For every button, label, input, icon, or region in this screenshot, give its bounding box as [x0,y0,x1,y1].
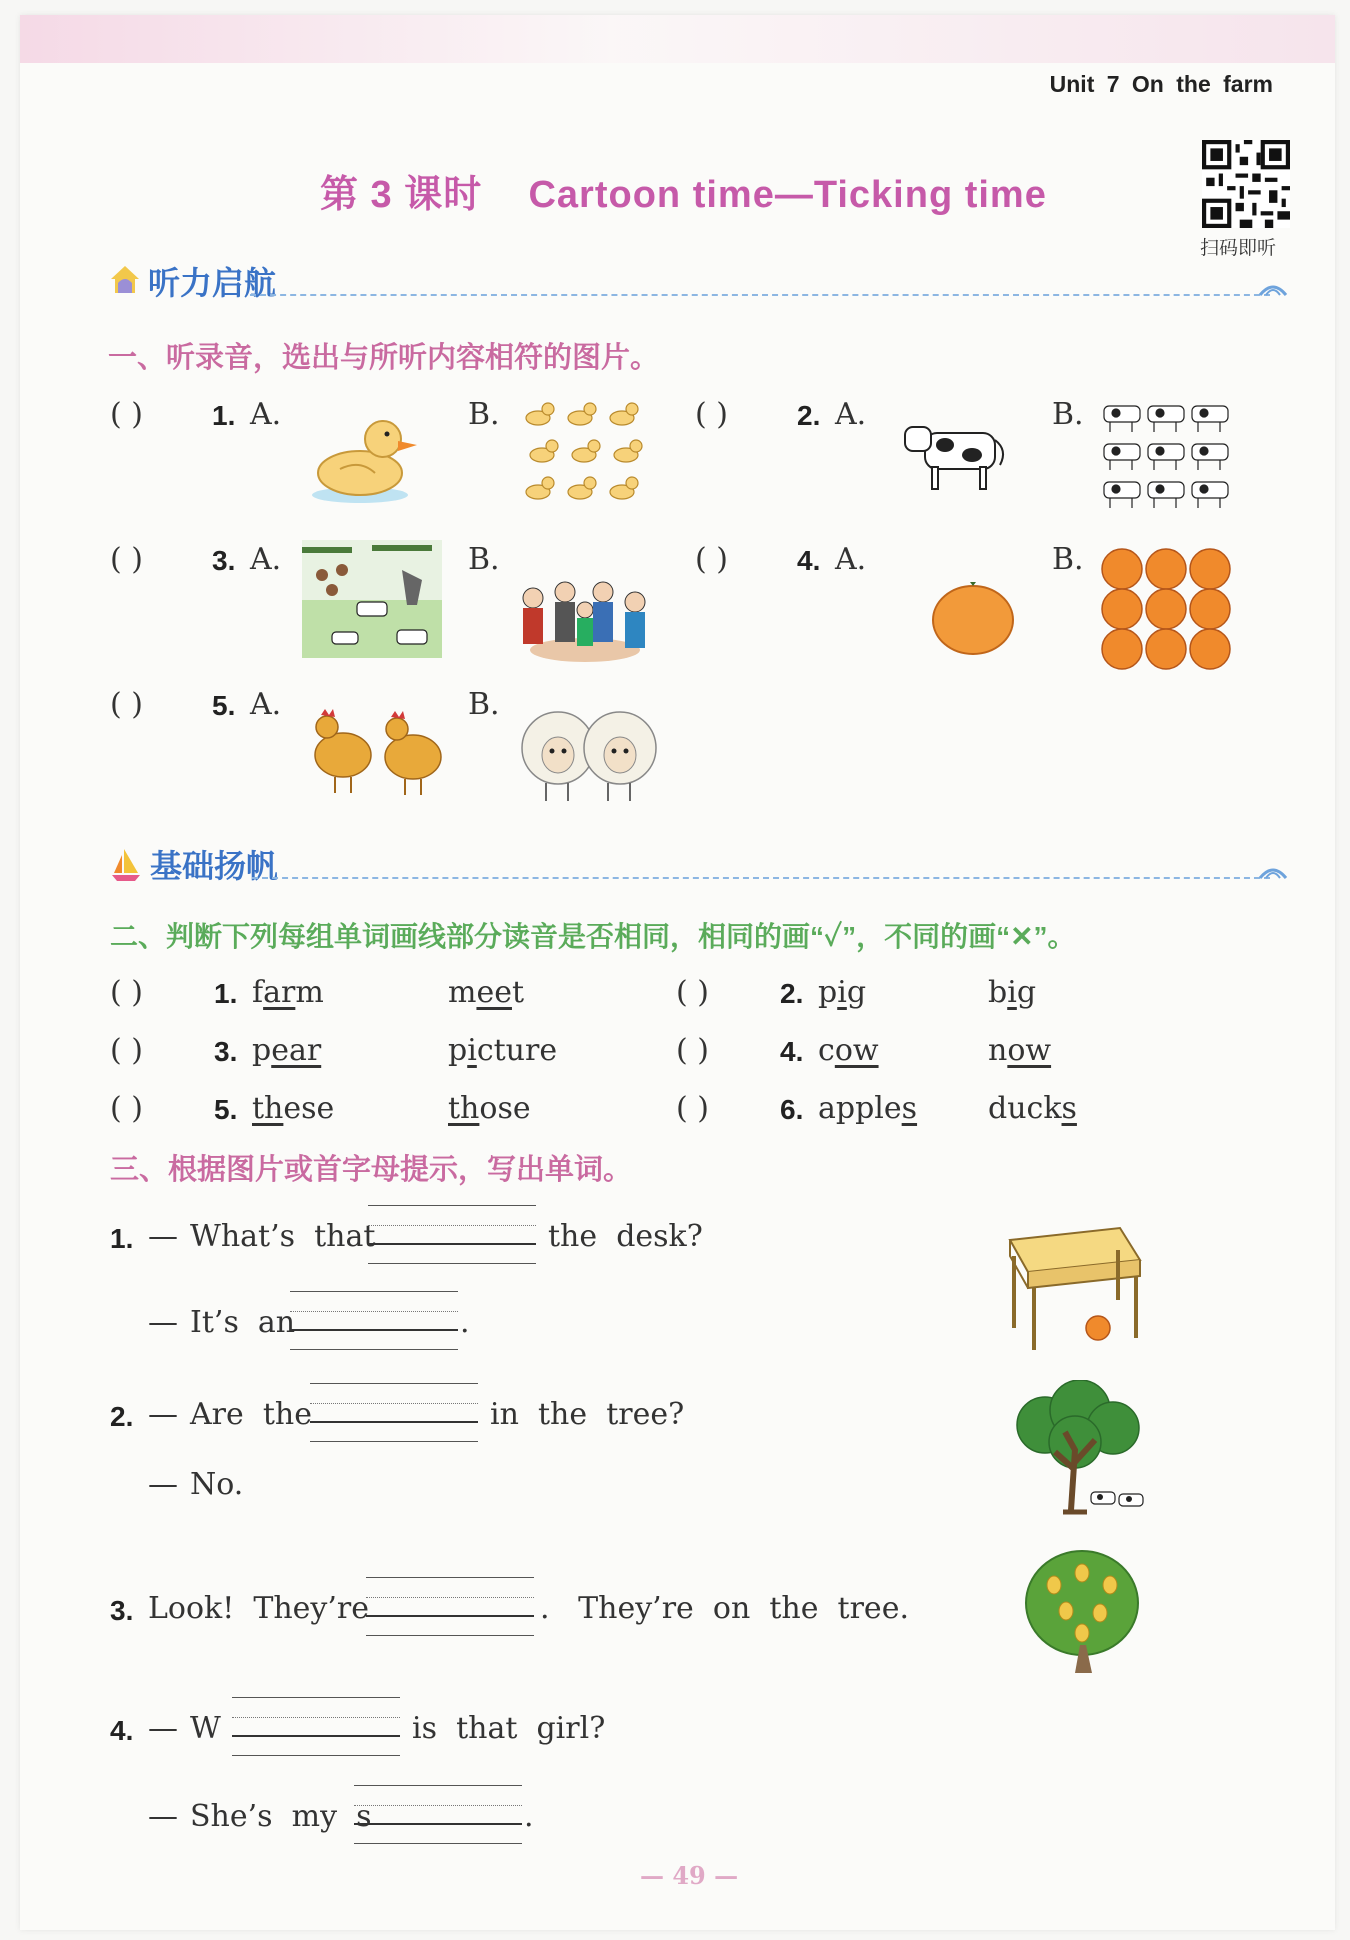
item-number: 4. [797,545,821,576]
family-image [515,580,655,670]
ducks-image [520,400,660,515]
answer-bracket[interactable]: ( ) [110,1033,143,1068]
option-a-label: A. [250,687,282,722]
worksheet-page [20,15,1335,1930]
word-1: farm [252,975,324,1010]
dialogue-dash: — [148,1467,178,1502]
answer-text: No. [190,1467,244,1502]
item-number: 4. [780,1036,804,1067]
option-a-label: A. [835,542,867,577]
option-b-label: B. [1052,397,1084,432]
section-divider [252,877,1270,879]
word-1: these [252,1091,335,1126]
question-text: W [190,1711,221,1746]
item-number: 1. [214,978,238,1009]
answer-bracket[interactable]: ( ) [676,1091,709,1126]
unit-title: On the farm [1131,71,1273,97]
word-2: picture [448,1033,558,1068]
item-number: 5. [212,690,236,721]
wave-icon [1258,277,1288,299]
farm-scene-image [302,540,442,658]
unit-label [1050,71,1273,98]
option-b-label: B. [468,397,500,432]
item-number: 1. [110,1223,134,1254]
part1-instruction: 一、听录音，选出与所听内容相符的图片。 [108,342,660,374]
question-text: Look! They’re [148,1591,370,1626]
option-a-label: A. [835,397,867,432]
answer-bracket[interactable]: ( ) [110,687,143,722]
item-number: 3. [212,545,236,576]
answer-blank[interactable] [354,1785,522,1843]
answer-blank[interactable] [290,1291,458,1349]
answer-blank[interactable] [366,1577,534,1635]
answer-blank[interactable] [368,1205,536,1263]
dialogue-dash: — [148,1219,178,1254]
word-2: those [448,1091,531,1126]
desk-with-orange-image [1000,1210,1150,1355]
answer-text: It’s an [190,1305,296,1340]
option-a-label: A. [250,397,282,432]
word-2: ducks [988,1091,1077,1126]
word-1: cow [818,1033,879,1068]
option-b-label: B. [468,542,500,577]
word-1: pig [818,975,867,1010]
word-2: big [988,975,1037,1010]
answer-text: . [460,1305,470,1340]
question-text: the desk? [548,1219,703,1254]
answer-blank[interactable] [310,1383,478,1441]
option-a-label: A. [250,542,282,577]
section-divider [250,294,1270,296]
option-b-label: B. [468,687,500,722]
dialogue-dash: — [148,1799,178,1834]
answer-bracket[interactable]: ( ) [695,397,728,432]
answer-blank[interactable] [232,1697,400,1755]
part3-instruction: 三、根据图片或首字母提示，写出单词。 [110,1154,633,1186]
house-icon [108,263,142,297]
qr-code-icon[interactable] [1202,140,1290,228]
answer-bracket[interactable]: ( ) [676,975,709,1010]
oranges-image [1100,547,1240,672]
question-text: . They’re on the tree. [540,1591,909,1626]
answer-bracket[interactable]: ( ) [110,397,143,432]
dialogue-dash: — [148,1397,178,1432]
tree-with-cows-image [1005,1380,1155,1520]
cow-image [900,415,1015,495]
question-text: Are the [190,1397,312,1432]
wave-icon [1258,860,1288,882]
dialogue-dash: — [148,1305,178,1340]
unit-number: Unit 7 [1049,71,1120,97]
answer-bracket[interactable]: ( ) [110,975,143,1010]
answer-bracket[interactable]: ( ) [695,542,728,577]
answer-text: She’s my s [190,1799,372,1834]
cows-image [1100,400,1235,515]
dialogue-dash: — [148,1711,178,1746]
duck-image [305,407,425,507]
answer-bracket[interactable]: ( ) [110,542,143,577]
pear-tree-image [1020,1545,1150,1675]
answer-bracket[interactable]: ( ) [676,1033,709,1068]
qr-caption: 扫码即听 [1200,237,1277,259]
section-listening-title: 听力启航 [148,265,277,301]
page-number: — 49 — [640,1861,739,1890]
question-text: is that girl? [412,1711,606,1746]
answer-bracket[interactable]: ( ) [110,1091,143,1126]
word-2: meet [448,975,525,1010]
item-number: 3. [214,1036,238,1067]
question-text: in the tree? [490,1397,685,1432]
orange-image [930,580,1016,656]
section-basics-title: 基础扬帆 [150,848,279,884]
hens-image [305,705,455,800]
item-number: 6. [780,1094,804,1125]
sailboat-icon [110,847,142,883]
item-number: 1. [212,400,236,431]
header-band [20,15,1335,63]
item-number: 3. [110,1595,134,1626]
answer-text: . [524,1799,534,1834]
item-number: 2. [110,1401,134,1432]
item-number: 2. [797,400,821,431]
question-text: What’s that [190,1219,376,1254]
option-b-label: B. [1052,542,1084,577]
item-number: 5. [214,1094,238,1125]
item-number: 2. [780,978,804,1009]
item-number: 4. [110,1715,134,1746]
lesson-title: 第 3 课时 Cartoon time—Ticking time [320,174,1047,216]
part2-instruction: 二、判断下列每组单词画线部分读音是否相同，相同的画“✓”，不同的画“✕”。 [110,921,1076,952]
word-2: now [988,1033,1052,1068]
word-1: apples [818,1091,918,1126]
word-1: pear [252,1033,322,1068]
sheep-image [520,703,660,808]
